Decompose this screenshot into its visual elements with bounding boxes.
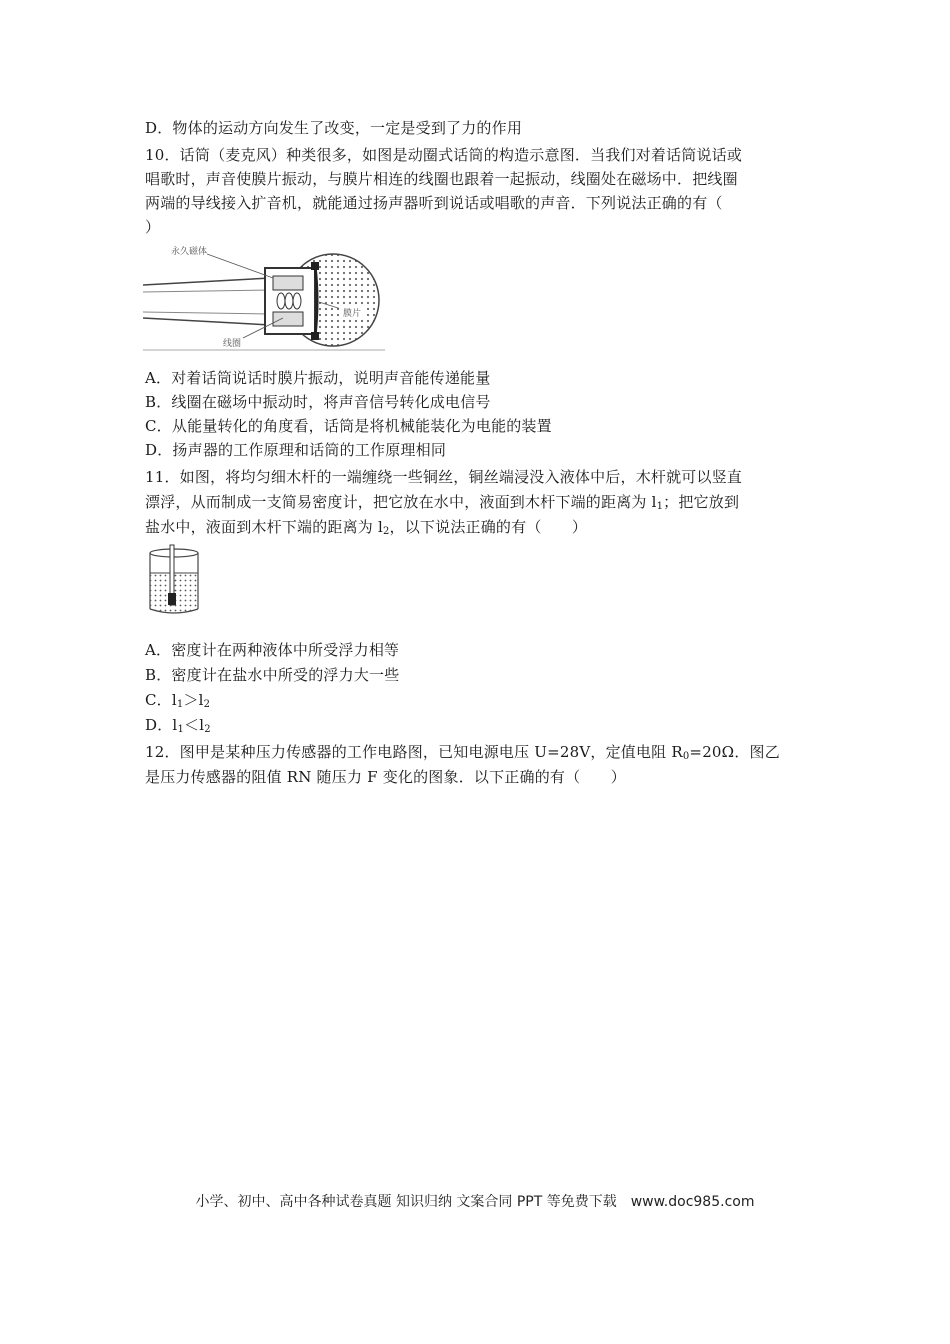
q10-stem-line-4: ） — [145, 218, 161, 236]
q10-option-d: D．扬声器的工作原理和话筒的工作原理相同 — [145, 441, 447, 459]
q11-option-a: A．密度计在两种液体中所受浮力相等 — [145, 641, 400, 659]
q11-option-d: D．$l_1<l_2$ — [145, 716, 211, 735]
label-permanent-magnet: 永久磁体 — [171, 247, 208, 257]
q10-option-b: B．线圈在磁场中振动时，将声音信号转化成电信号 — [145, 393, 491, 411]
q11-option-c: C．$l_1>l_2$ — [145, 691, 211, 710]
copper-wire — [168, 593, 176, 605]
q10-stem-line-3: 两端的导线接入扩音机，就能通过扬声器听到说话或唱歌的声音．下列说法正确的有（ — [145, 194, 723, 212]
label-diaphragm: 膜片 — [343, 309, 362, 319]
q11-stem-line-3: 盐水中，液面到木杆下端的距离为 $l_2$，以下说法正确的有（ ） — [145, 518, 588, 537]
q10-option-a: A．对着话筒说话时膜片振动，说明声音能传递能量 — [145, 369, 491, 387]
q10-stem-line-1: 10．话筒（麦克风）种类很多，如图是动圈式话筒的构造示意图．当我们对着话筒说话或 — [145, 146, 743, 164]
q11-option-b: B．密度计在盐水中所受的浮力大一些 — [145, 666, 400, 684]
q12-stem-line-2: 是压力传感器的阻值 RN 随压力 F 变化的图象．以下正确的有（ ） — [145, 768, 626, 786]
q11-stem-line-2: 漂浮，从而制成一支简易密度计，把它放在水中，液面到木杆下端的距离为 $l_1$；把它放到 — [145, 493, 740, 512]
q11-stem-line-1: 11．如图，将均匀细木杆的一端缠绕一些铜丝，铜丝端浸没入液体中后，木杆就可以竖直 — [145, 468, 743, 486]
q10-option-c: C．从能量转化的角度看，话筒是将机械能装化为电能的装置 — [145, 417, 552, 435]
q12-stem-line-1: 12．图甲是某种压力传感器的工作电路图，已知电源电压 U=28V，定值电阻 $R_0=20\Omega$．图乙 — [145, 743, 780, 762]
densimeter-figure — [143, 543, 209, 617]
label-coil: 线圈 — [223, 339, 242, 349]
q10-stem-line-2: 唱歌时，声音使膜片振动，与膜片相连的线圈也跟着一起振动，线圈处在磁场中．把线圈 — [145, 170, 738, 188]
q9-option-d: D．物体的运动方向发生了改变，一定是受到了力的作用 — [145, 119, 523, 137]
microphone-figure — [143, 240, 385, 352]
page-footer: 小学、初中、高中各种试卷真题 知识归纳 文案合同 PPT 等免费下载 www.doc985.com — [195, 1194, 755, 1210]
